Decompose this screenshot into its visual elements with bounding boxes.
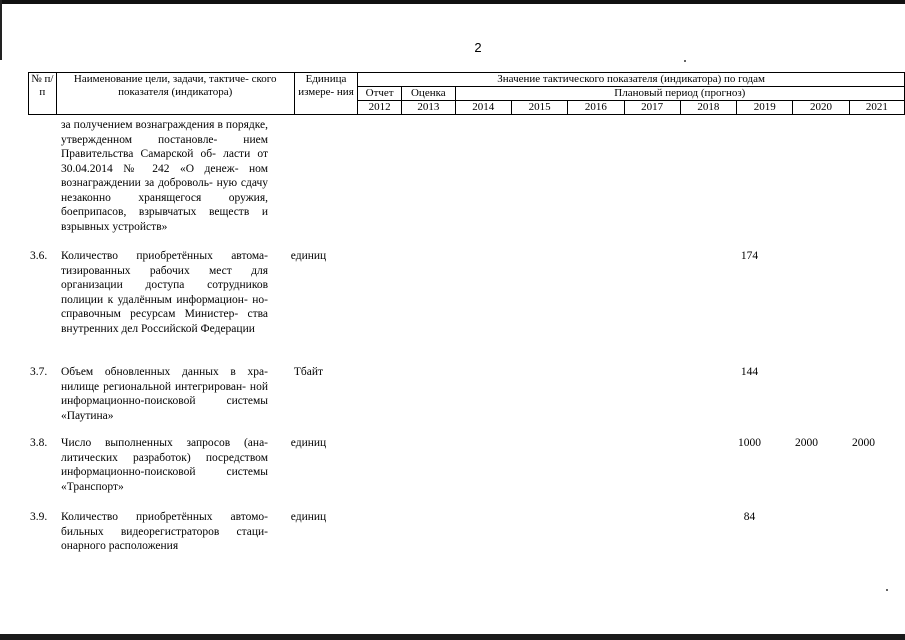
header-year: 2013 xyxy=(402,101,456,115)
scan-speck xyxy=(886,589,888,591)
header-name: Наименование цели, задачи, тактиче- ского показателя (индикатора) xyxy=(56,73,294,115)
scan-border-top xyxy=(0,0,905,4)
table-header xyxy=(28,72,905,115)
row-name: за получением вознаграждения в порядке, утвержденном постановле- нием Правительства Самарской об- ласти от 30.04.2014 № 242 «О денеж- ном вознаграждении за доброволь- ную сдачу незаконно хранящегося оружия, боеприпасов, взрывчатых веществ и взрывных устройств» xyxy=(61,119,268,233)
header-values: Значение тактического показателя (индикатора) по годам xyxy=(358,73,905,87)
header-unit: Единица измере- ния xyxy=(294,73,358,115)
row-unit: Тбайт xyxy=(293,366,324,378)
row-name: Число выполненных запросов (ана- литических разработок) посредством информационно-поисковой системы «Транспорт» xyxy=(61,437,268,493)
row-number: 3.6. xyxy=(30,250,48,262)
row-number: 3.7. xyxy=(30,366,48,378)
header-estimate: Оценка xyxy=(402,87,456,101)
row-name: Количество приобретённых автомо- бильных видеорегистраторов стаци- онарного расположения xyxy=(61,511,268,552)
row-unit: единиц xyxy=(290,250,327,262)
row-unit: единиц xyxy=(290,437,327,449)
value-2021: 2000 xyxy=(852,437,875,449)
value-2019: 174 xyxy=(740,250,759,262)
header-year: 2016 xyxy=(568,101,624,115)
header-report: Отчет xyxy=(358,87,402,101)
header-year: 2014 xyxy=(455,101,511,115)
value-2020: 2000 xyxy=(795,437,818,449)
header-year: 2017 xyxy=(624,101,680,115)
row-number: 3.8. xyxy=(30,437,48,449)
header-planned: Плановый период (прогноз) xyxy=(455,87,904,101)
value-2019: 144 xyxy=(740,366,759,378)
scan-border-bottom xyxy=(0,634,905,640)
value-2019: 84 xyxy=(743,511,756,523)
row-number: 3.9. xyxy=(30,511,48,523)
row-name: Количество приобретённых автома- тизированных рабочих мест для организации доступа сотрудников полиции к удалённым информацион- но-справочным ресурсам Министер- ства внутренних дел Российской Федерации xyxy=(61,250,268,335)
row-unit: единиц xyxy=(290,511,327,523)
header-year: 2019 xyxy=(737,101,793,115)
header-year: 2020 xyxy=(793,101,849,115)
page-number: 2 xyxy=(474,40,482,55)
header-num: № п/п xyxy=(29,73,57,115)
header-year: 2012 xyxy=(358,101,402,115)
header-year: 2021 xyxy=(849,101,904,115)
header-year: 2018 xyxy=(680,101,736,115)
value-2019: 1000 xyxy=(738,437,761,449)
scan-border-left xyxy=(0,0,2,60)
scan-speck xyxy=(684,60,686,62)
header-year: 2015 xyxy=(511,101,567,115)
row-name: Объем обновленных данных в хра- нилище региональной интегрирован- ной информационно-поисковой системы «Паутина» xyxy=(61,366,268,422)
